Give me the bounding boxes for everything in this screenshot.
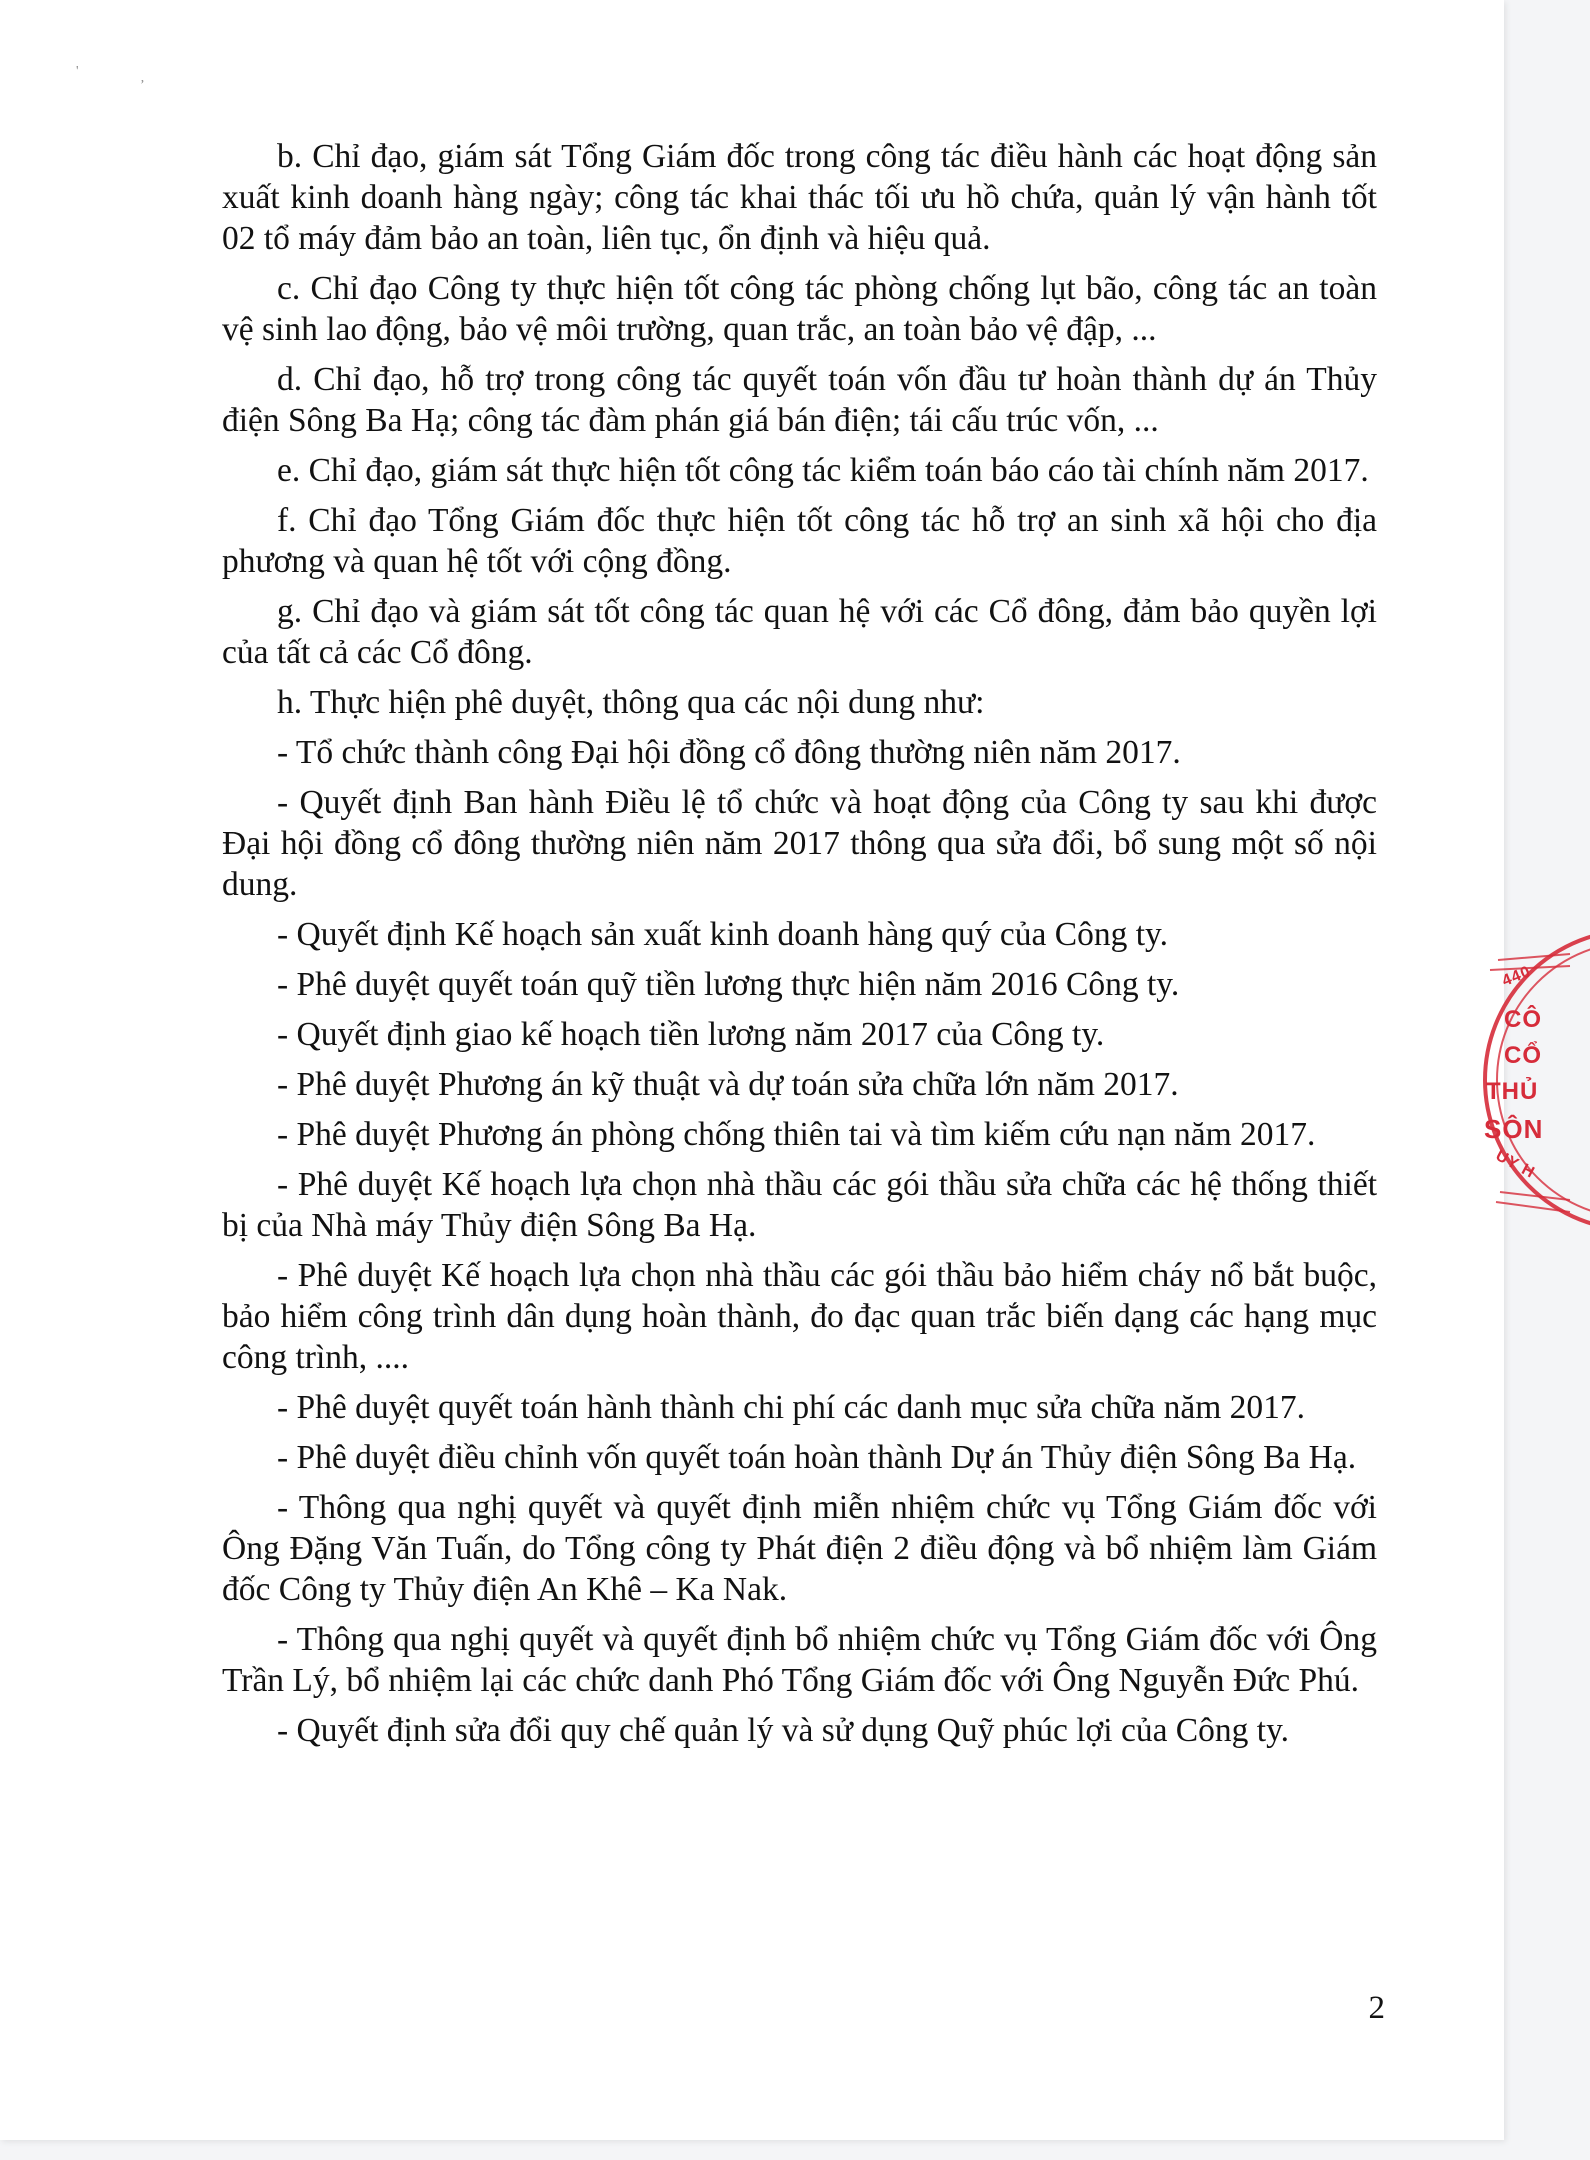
list-item: - Quyết định Kế hoạch sản xuất kinh doanh hàng quý của Công ty. — [277, 916, 1168, 953]
document-body — [222, 136, 1377, 1760]
seal-text: 440 — [1499, 963, 1534, 990]
list-item: - Phê duyệt quyết toán quỹ tiền lương thực hiện năm 2016 Công ty. — [277, 966, 1180, 1003]
paragraph-b: b. Chỉ đạo, giám sát Tổng Giám đốc trong công tác điều hành các hoạt động sản xuất kinh doanh hàng ngày; công tác khai thác tối ưu hồ chứa, quản lý vận hành tốt 02 tổ máy đảm bảo an toàn, liên tục, ổn định và hiệu quả. — [222, 138, 1377, 257]
list-item: - Phê duyệt quyết toán hành thành chi phí các danh mục sửa chữa năm 2017. — [277, 1389, 1305, 1426]
seal-text: UY H — [1492, 1147, 1538, 1182]
scan-speck: ' — [76, 64, 79, 79]
list-item: - Phê duyệt Phương án kỹ thuật và dự toán sửa chữa lớn năm 2017. — [277, 1066, 1179, 1103]
list-item: - Tổ chức thành công Đại hội đồng cổ đông thường niên năm 2017. — [277, 734, 1181, 771]
paragraph-c: c. Chỉ đạo Công ty thực hiện tốt công tác phòng chống lụt bão, công tác an toàn vệ sinh lao động, bảo vệ môi trường, quan trắc, an toàn bảo vệ đập, ... — [222, 270, 1377, 348]
list-item: - Quyết định giao kế hoạch tiền lương năm 2017 của Công ty. — [277, 1016, 1105, 1053]
list-item: - Thông qua nghị quyết và quyết định bổ nhiệm chức vụ Tổng Giám đốc với Ông Trần Lý, bổ nhiệm lại các chức danh Phó Tổng Giám đốc với Ông Nguyễn Đức Phú. — [222, 1621, 1377, 1699]
paragraph-d: d. Chỉ đạo, hỗ trợ trong công tác quyết toán vốn đầu tư hoàn thành dự án Thủy điện Sông Ba Hạ; công tác đàm phán giá bán điện; tái cấu trúc vốn, ... — [222, 361, 1377, 439]
seal-text: THỦ — [1486, 1078, 1539, 1105]
list-item: - Quyết định Ban hành Điều lệ tổ chức và hoạt động của Công ty sau khi được Đại hội đồng cổ đông thường niên năm 2017 thông qua sửa đổi, bổ sung một số nội dung. — [222, 784, 1377, 903]
seal-text: SÔN — [1484, 1114, 1544, 1144]
paragraph-f: f. Chỉ đạo Tổng Giám đốc thực hiện tốt công tác hỗ trợ an sinh xã hội cho địa phương và quan hệ tốt với cộng đồng. — [222, 502, 1377, 580]
company-seal-stamp — [1430, 930, 1570, 1240]
paragraph-g: g. Chỉ đạo và giám sát tốt công tác quan hệ với các Cổ đông, đảm bảo quyền lợi của tất cả các Cổ đông. — [222, 593, 1377, 671]
paragraph-h: h. Thực hiện phê duyệt, thông qua các nội dung như: — [277, 684, 985, 721]
seal-text: CÔ — [1504, 1006, 1542, 1033]
list-item: - Thông qua nghị quyết và quyết định miễn nhiệm chức vụ Tổng Giám đốc với Ông Đặng Văn Tuấn, do Tổng công ty Phát điện 2 điều động và bổ nhiệm làm Giám đốc Công ty Thủy điện An Khê – Ka Nak. — [222, 1489, 1377, 1608]
list-item: - Phê duyệt Kế hoạch lựa chọn nhà thầu các gói thầu bảo hiểm cháy nổ bắt buộc, bảo hiểm công trình dân dụng hoàn thành, đo đạc quan trắc biến dạng các hạng mục công trình, .... — [222, 1257, 1377, 1376]
seal-text: CỔ — [1504, 1042, 1542, 1069]
paragraph-e: e. Chỉ đạo, giám sát thực hiện tốt công tác kiểm toán báo cáo tài chính năm 2017. — [277, 452, 1369, 489]
scan-speck: ʼ — [140, 78, 145, 93]
list-item: - Phê duyệt điều chỉnh vốn quyết toán hoàn thành Dự án Thủy điện Sông Ba Hạ. — [277, 1439, 1357, 1476]
list-item: - Phê duyệt Phương án phòng chống thiên tai và tìm kiếm cứu nạn năm 2017. — [277, 1116, 1316, 1153]
list-item: - Phê duyệt Kế hoạch lựa chọn nhà thầu các gói thầu sửa chữa các hệ thống thiết bị của Nhà máy Thủy điện Sông Ba Hạ. — [222, 1166, 1377, 1244]
list-item: - Quyết định sửa đổi quy chế quản lý và sử dụng Quỹ phúc lợi của Công ty. — [277, 1712, 1290, 1749]
page-number: 2 — [1368, 1990, 1385, 2026]
